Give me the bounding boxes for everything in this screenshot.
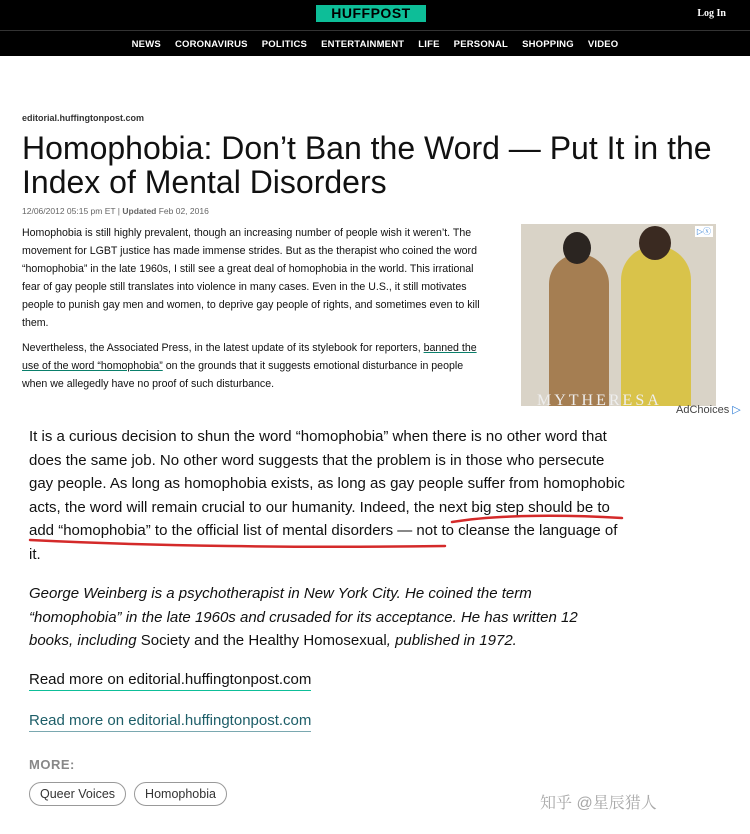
intro-p2-after: on the grounds that it suggests emotional disturbance in people when we allegedly have no proof of such disturbance. [22,360,464,390]
nav-entertainment[interactable]: ENTERTAINMENT [321,38,405,50]
ad-brand-text: MYTHERESA [537,392,662,406]
nav-news[interactable]: NEWS [131,38,161,50]
intro-paragraph-2 [22,339,484,393]
ad-close-icon[interactable]: ▷ⓧ [696,227,711,236]
updated-label: Updated [122,206,157,216]
article-source: editorial.huffingtonpost.com [22,113,144,123]
main-nav [0,30,750,57]
intro-paragraph-1: Homophobia is still highly prevalent, though an increasing number of people wish it weren’t. The movement for LGBT justice has made immense strides. But as the therapist who coined the word “homophobia” in the late 1960s, I still see a great deal of homophobia in the world. This irrational fear of gay people still translates into violence in many cases. Even in the U.S., it still motivates people to punish gay men and women, to deprive gay people of rights, and sometimes even to kill them. [22,227,480,329]
date-separator: | [115,206,123,216]
body-text: It is a curious decision to shun the word “homophobia” when there is no other word that does the same job. No other word suggests that the problem is in those who persecute gay people. As long as homophobia exists, as long as gay people suffer from homophobic acts, the word will remain crucial to our humanity. Indeed, the next big step should be to add “homophobia” to the official list of mental disorders — not to cleanse the language of it. [29,428,625,563]
nav-coronavirus[interactable]: CORONAVIRUS [174,38,248,50]
read-more-link-1[interactable]: Read more on editorial.huffingtonpost.com [29,670,311,691]
ad-model-left-head [563,232,591,264]
author-bio [29,582,609,653]
publish-date: 12/06/2012 05:15 pm ET [22,206,116,216]
adchoices-label: AdChoices [676,404,730,416]
article-dateline [22,206,209,216]
ad-model-right-head [639,226,671,260]
bio-part-3: , published in 1972. [386,632,517,649]
tag-homophobia[interactable]: Homophobia [134,782,227,806]
ad-model-right [621,246,691,406]
nav-politics[interactable]: POLITICS [261,38,308,50]
nav-shopping[interactable]: SHOPPING [522,38,574,50]
intro-text [22,224,484,400]
login-link[interactable]: Log In [697,8,726,19]
more-label: MORE: [29,757,75,772]
tag-queer-voices[interactable]: Queer Voices [29,782,126,806]
huffpost-logo[interactable]: HUFFPOST [316,5,426,22]
updated-date: Feb 02, 2016 [156,206,209,216]
bio-part-1: George Weinberg is a psychotherapist in New York City. He coined the term “homophobia” in the late 1960s and crusaded for its acceptance. He has written 12 books, including [29,585,578,649]
intro-p2-before: Nevertheless, the Associated Press, in the latest update of its stylebook for reporters, [22,342,424,354]
nav-life[interactable]: LIFE [418,38,440,50]
bio-book-title: Society and the Healthy Homosexual [140,632,387,649]
adchoices-icon: ▷ [732,404,741,416]
top-bar [0,0,750,56]
ap-ban-link[interactable]: banned the use of the word “homophobia” [22,342,477,372]
article-headline: Homophobia: Don’t Ban the Word — Put It in the Index of Mental Disorders [22,130,712,200]
zhihu-watermark: 知乎 @星辰猎人 [540,795,657,812]
nav-personal[interactable]: PERSONAL [453,38,509,50]
adchoices-link[interactable] [676,403,741,416]
advertisement-image[interactable] [521,224,716,406]
nav-video[interactable]: VIDEO [587,38,619,50]
ad-model-left [549,254,609,406]
tag-list [29,782,227,806]
body-paragraph [29,425,629,566]
read-more-link-2[interactable]: Read more on editorial.huffingtonpost.com [29,711,311,732]
